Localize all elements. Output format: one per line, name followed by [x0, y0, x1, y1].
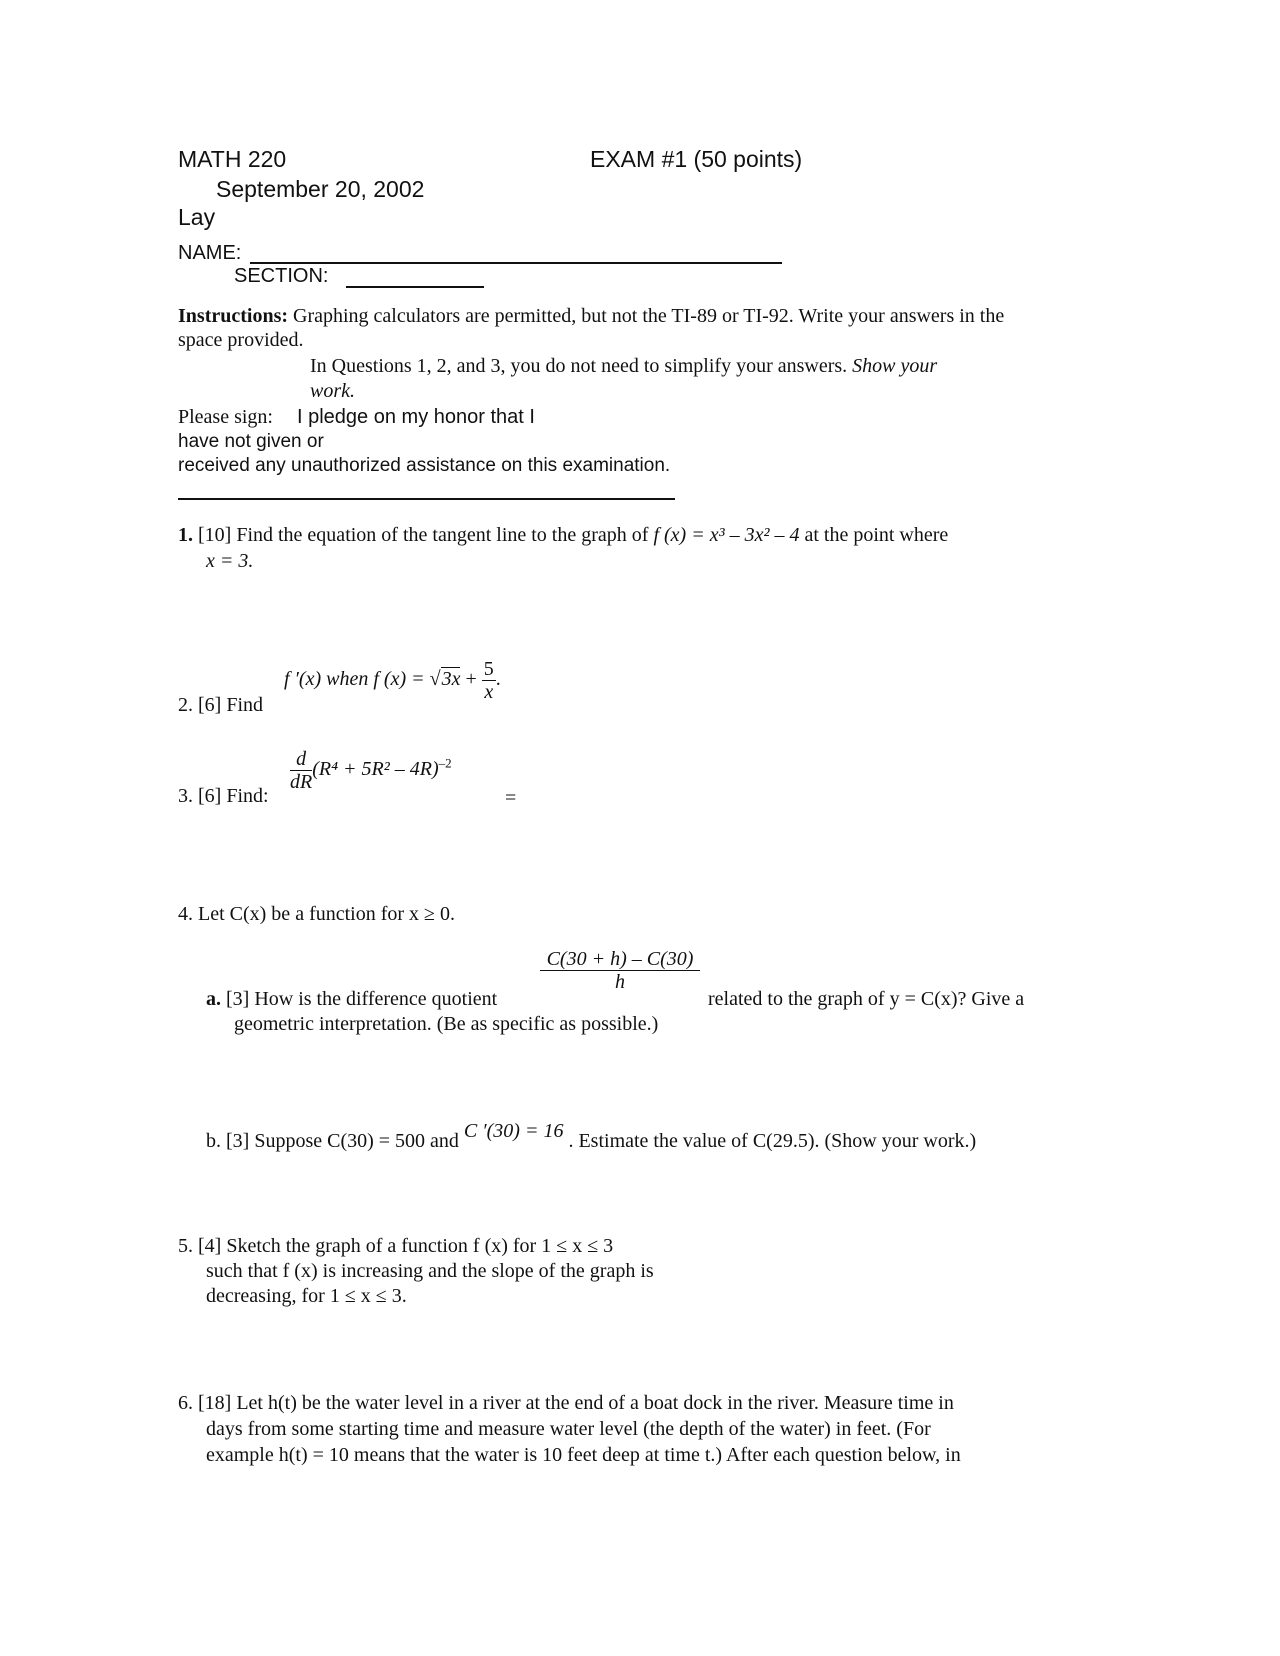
q3-equals: =: [505, 787, 517, 809]
q5-line3: decreasing, for 1 ≤ x ≤ 3.: [206, 1285, 407, 1307]
q3-derivative-operator: $\frac{d}{dR}$: [290, 748, 313, 793]
exam-title: EXAM #1 (50 points): [590, 146, 803, 172]
q4a-line2: geometric interpretation. (Be as specific as possible.): [234, 1013, 659, 1035]
q1-line2: x = 3.: [206, 550, 254, 572]
q5-line2: such that f (x) is increasing and the slope of the graph is: [206, 1260, 654, 1282]
pledge-line3: received any unauthorized assistance on this examination.: [178, 455, 671, 476]
pledge-line2: have not given or: [178, 431, 324, 452]
q4a-line1: a. [3] How is the difference quotient: [206, 988, 498, 1010]
instructor-name: Lay: [178, 204, 216, 230]
instructions-line2: space provided.: [178, 329, 304, 351]
q2-fraction: $\frac{5}{x}$: [483, 658, 494, 703]
course-title: MATH 220: [178, 146, 287, 172]
name-label: NAME:: [178, 242, 242, 264]
section-line[interactable]: [346, 286, 484, 288]
instructions-line1: Instructions: Graphing calculators are permitted, but not the TI-89 or TI-92. Write your answers in the: [178, 305, 1005, 327]
pledge-line1: Please sign: I pledge on my honor that I: [178, 406, 535, 428]
section-label: SECTION:: [234, 265, 329, 287]
name-line[interactable]: [250, 262, 782, 264]
q4b-line: b. [3] Suppose C(30) = 500 and C ′(30) = 16 . Estimate the value of C(29.5). (Show your work.): [206, 1120, 977, 1152]
exam-date: September 20, 2002: [216, 176, 425, 202]
q2-expression: f ′(x) when f (x) = √3x + $\frac{5}{x}$ .: [284, 658, 501, 703]
q4a-line1-end: related to the graph of y = C(x)? Give a: [708, 988, 1025, 1010]
q2-radicand: 3x: [441, 668, 461, 691]
q6-line1: 6. [18] Let h(t) be the water level in a river at the end of a boat dock in the river. Measure time in: [178, 1392, 954, 1414]
instructions-label: Instructions:: [178, 305, 289, 327]
q5-line1: 5. [4] Sketch the graph of a function f (x) for 1 ≤ x ≤ 3: [178, 1235, 614, 1257]
q2-label: 2. [6] Find: [178, 694, 263, 716]
q6-line2: days from some starting time and measure water level (the depth of the water) in feet. (For: [206, 1418, 931, 1440]
instructions-line3: In Questions 1, 2, and 3, you do not need to simplify your answers. Show your: [310, 355, 938, 377]
q1-line1: 1. [10] Find the equation of the tangent line to the graph of f (x) = x³ – 3x² – 4 at the point where: [178, 524, 949, 546]
q4-intro: 4. Let C(x) be a function for x ≥ 0.: [178, 903, 456, 925]
instructions-line4: work.: [310, 380, 355, 402]
q3-expression: $\frac{d}{dR}$ $(R^4 + 5R^2 - 4R)^{-2}$: [290, 748, 452, 793]
signature-line[interactable]: [178, 498, 675, 500]
q3-label: 3. [6] Find:: [178, 785, 269, 807]
q4-difference-quotient: $\frac{C(30 + h) - C(30)}{h}$: [540, 948, 700, 993]
q6-line3: example h(t) = 10 means that the water is 10 feet deep at time t.) After each question below, in: [206, 1444, 961, 1466]
